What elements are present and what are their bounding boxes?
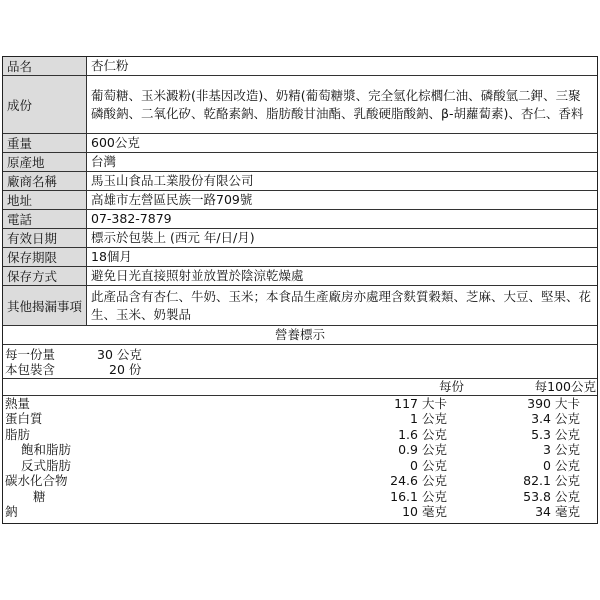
servings-per-package [3,362,597,377]
nutrient-name: 熱量 [5,395,31,411]
nutrient-name: 碳水化合物 [5,473,68,488]
nutrient-name: 糖 [33,488,46,504]
per-100g-unit: 公克 [555,473,581,488]
info-row-phone [3,210,597,229]
info-key: 品名 [3,57,87,75]
info-value: 葡萄糖、玉米澱粉(非基因改造)、奶精(葡萄糖漿、完全氫化棕櫚仁油、磷酸氫二鉀、三聚磷酸鈉、二氧化矽、乾酪素鈉、脂肪酸甘油酯、乳酸硬脂酸鈉、β-胡蘿蔔素)、杏仁、香料 [91,87,584,121]
info-row-shelf-life [3,248,597,267]
info-key: 保存方式 [3,267,87,285]
nutrition-row [3,411,597,427]
per-100g-unit: 公克 [555,426,581,442]
col-per-serving: 每份 [438,379,464,394]
info-value: 07-382-7879 [91,211,172,226]
per-serving-unit: 公克 [422,411,448,426]
info-row-expiry [3,229,597,248]
info-row-disclosures [3,286,597,326]
per-100g-unit: 公克 [555,457,581,473]
nutrient-name: 蛋白質 [5,411,43,426]
info-key: 重量 [3,134,87,152]
per-100g-value: 3 [543,442,551,457]
per-100g-value: 390 [527,395,551,411]
per-serving-value: 0.9 [398,442,418,457]
info-value: 杏仁粉 [91,58,129,73]
nutrient-name: 反式脂肪 [21,457,72,473]
per-serving-unit: 大卡 [422,395,448,411]
per-serving-value: 0 [410,457,418,473]
nutrient-name: 鈉 [5,504,18,519]
per-serving-value: 24.6 [390,473,418,488]
info-value: 18個月 [91,249,132,264]
per-100g-value: 0 [543,457,551,473]
per-serving-unit: 公克 [422,426,448,442]
info-value: 馬玉山食品工業股份有限公司 [91,173,254,188]
info-key: 成份 [3,76,87,133]
per-serving-value: 117 [394,395,418,411]
per-100g-value: 53.8 [523,488,551,504]
info-key: 電話 [3,210,87,228]
info-key: 廠商名稱 [3,172,87,190]
per-serving-unit: 公克 [422,473,448,488]
info-row-origin [3,153,597,172]
per-serving-value: 10 [402,504,418,519]
nutrition-row [3,458,597,474]
info-value: 台灣 [91,154,117,169]
per-100g-value: 34 [535,504,551,519]
serving-size-label: 每一份量 [5,347,56,362]
per-serving-unit: 公克 [422,488,448,504]
servings-label: 本包裝含 [5,362,56,377]
nutrition-header [3,379,597,396]
info-value: 高雄市左營區民族一路709號 [91,192,253,207]
nutrient-name: 脂肪 [5,426,31,442]
per-100g-value: 3.4 [531,411,551,426]
nutrition-row [3,396,597,412]
per-100g-unit: 大卡 [555,395,581,411]
nutrition-row [3,504,597,520]
per-100g-unit: 毫克 [555,504,581,519]
nutrition-row [3,473,597,489]
info-key: 原產地 [3,153,87,171]
nutrition-row [3,489,597,505]
per-serving-unit: 公克 [422,442,448,457]
per-100g-value: 5.3 [531,426,551,442]
info-row-manufacturer [3,172,597,191]
serving-size [3,347,597,362]
nutrition-row [3,427,597,443]
info-value: 600公克 [91,135,140,150]
nutrient-name: 飽和脂肪 [21,442,72,457]
info-row-weight [3,134,597,153]
product-label [2,56,598,524]
info-key: 地址 [3,191,87,209]
nutrition-row [3,442,597,458]
info-value: 避免日光直接照射並放置於陰涼乾燥處 [91,268,304,283]
info-value: 此產品含有杏仁、牛奶、玉米；本食品生產廠房亦處理含麩質穀類、芝麻、大豆、堅果、花生、玉米、奶製品 [91,288,592,322]
per-serving-value: 1.6 [398,426,418,442]
col-per-100g: 每100公克 [534,379,596,394]
per-100g-unit: 公克 [555,442,581,457]
per-serving-unit: 毫克 [422,504,448,519]
info-row-storage [3,267,597,286]
per-100g-unit: 公克 [555,411,581,426]
info-key: 保存期限 [3,248,87,266]
serving-info [3,345,597,379]
info-row-name [3,57,597,76]
per-100g-value: 82.1 [523,473,551,488]
info-row-address [3,191,597,210]
info-value: 標示於包裝上 (西元 年/日/月) [91,230,255,245]
servings-value: 20 份 [109,362,142,377]
per-serving-value: 1 [410,411,418,426]
info-key: 有效日期 [3,229,87,247]
serving-size-value: 30 公克 [97,347,142,362]
nutrition-title: 營養標示 [3,326,597,345]
info-row-ingredients [3,76,597,134]
nutrition-rows [3,396,597,523]
per-100g-unit: 公克 [555,488,581,504]
info-key: 其他揭漏事項 [3,286,87,325]
per-serving-unit: 公克 [422,457,448,473]
per-serving-value: 16.1 [390,488,418,504]
